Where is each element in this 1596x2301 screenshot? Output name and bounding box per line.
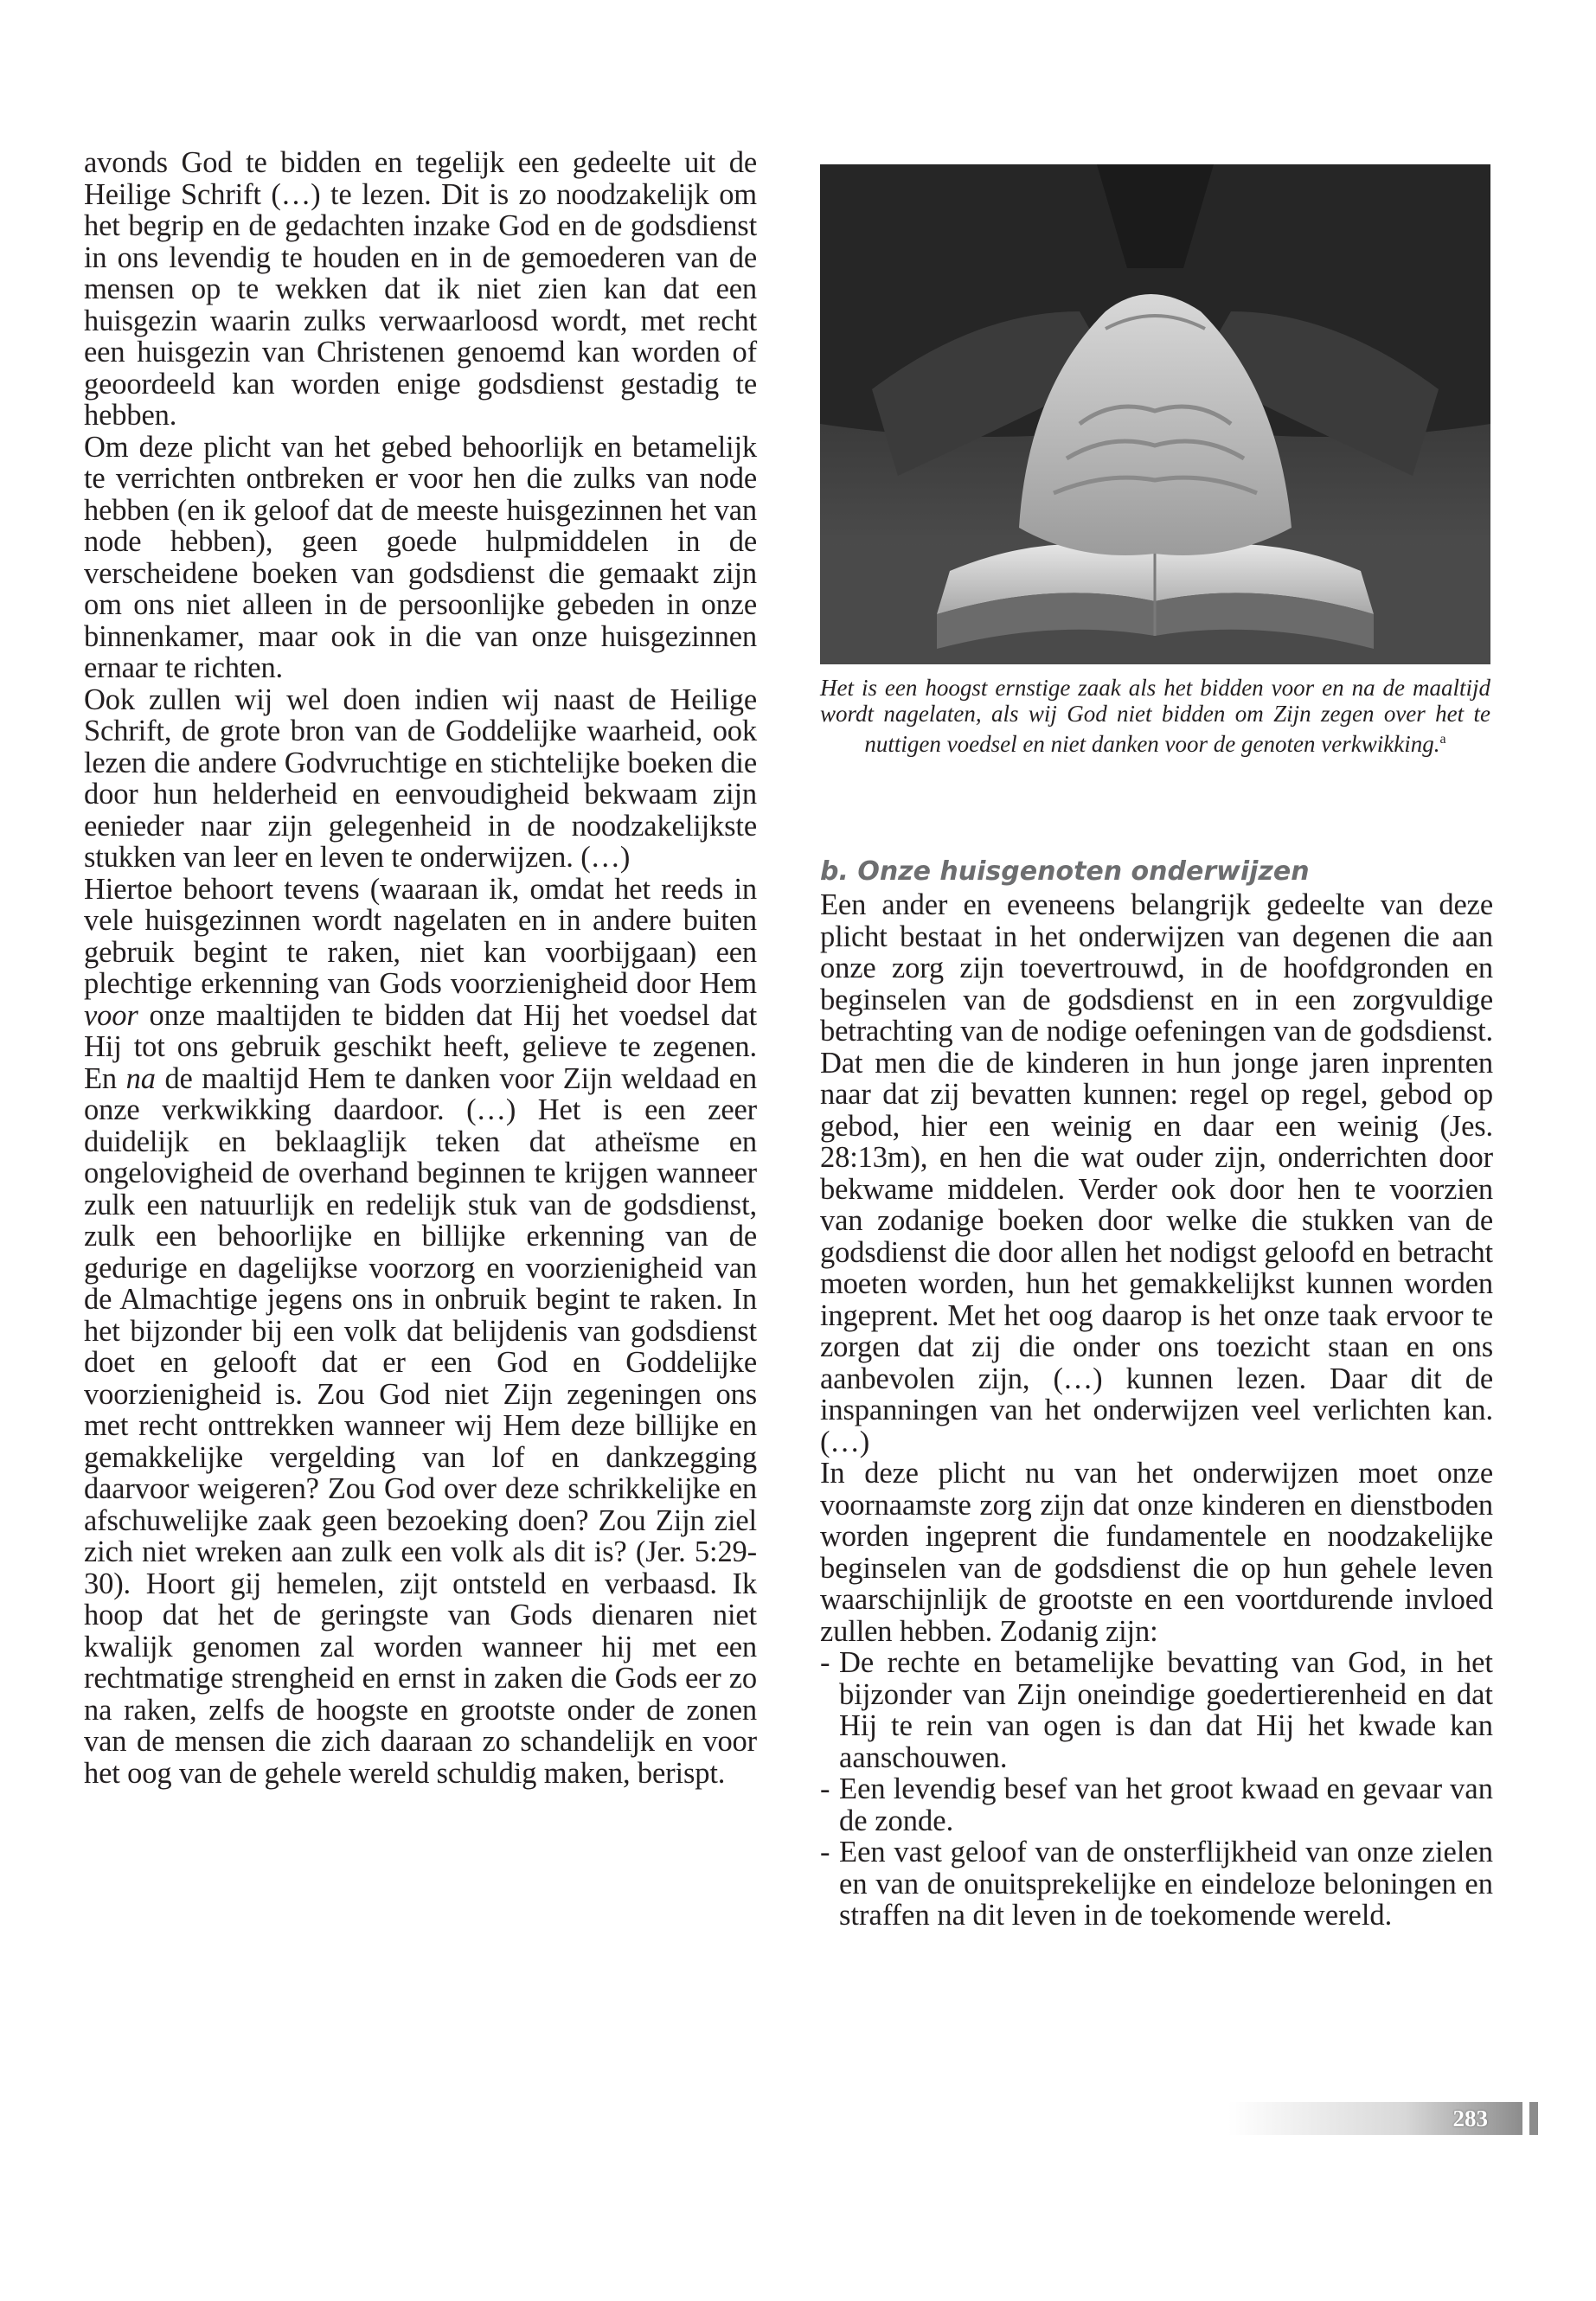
emphasis-na: na xyxy=(125,1061,156,1095)
text-run: onze maaltijden te bidden dat Hij het voedsel dat Hij tot ons gebruik geschikt heeft, gelieve te zegenen. En xyxy=(84,998,757,1095)
list-item xyxy=(820,1773,1493,1836)
body-paragraph: In deze plicht nu van het onderwijzen moet onze voornaamste zorg zijn dat onze kinderen en dienstboden worden ingeprent die fundamentele en noodzakelijke beginselen van de godsdienst die op hun gehele leven waarschijnlijk de grootste en een voortdurende invloed zullen hebben. Zodanig zijn: xyxy=(820,1457,1493,1648)
body-paragraph: Een ander en eveneens belangrijk gedeelte van deze plicht bestaat in het onderwijzen van degenen die aan onze zorg zijn toevertrouwd, in de hoofdgronden en beginselen van de godsdienst en in een zorgvuldige betrachting van de nodige oefeningen van de godsdienst. Dat men die de kinderen in hun jonge jaren inprenten naar dat zij bevatten kunnen: regel op regel, gebod op gebod, hier een weinig en daar een weinig (Jes. 28:13m), en hen die wat ouder zijn, onderrichten door bekwame middelen. Verder ook door hen te voorzien van zodanige boeken door welke die stukken van de godsdienst die door allen het nodigst geloofd en betracht moeten worden, hun het gemakkelijkst kunnen worden ingeprent. Met het oog daarop is het onze taak ervoor te zorgen dat zij die onder ons toezicht staan en ons aanbevolen zijn, (…) kunnen lezen. Daar dit de inspanningen van het onderwijzen veel verlichten kan. (…) xyxy=(820,888,1493,1458)
text-run: Hiertoe behoort tevens (waaraan ik, omdat het reeds in vele huisgezinnen wordt nagelaten en in andere buiten gebruik begint te raken, niet kan voorbijgaan) een plechtige erkenning van Gods voorzienigheid door Hem xyxy=(84,872,757,1000)
list-item xyxy=(820,1647,1493,1773)
caption-text: Het is een hoogst ernstige zaak als het bidden voor en na de maaltijd wordt nagelaten, als wij God niet bidden om Zijn zegen over het te nuttigen voedsel en niet danken voor de genoten verkwikking. xyxy=(820,675,1490,757)
list-dash: - xyxy=(820,1836,830,1868)
body-paragraph: avonds God te bidden en tegelijk een gedeelte uit de Heilige Schrift (…) te lezen. Dit is zo noodzakelijk om het begrip en de gedachten inzake God en de godsdienst in ons levendig te houden en in de gemoederen van de mensen op te wekken dat ik niet zien kan dat een huisgezin waarin zulks verwaarloosd wordt, met recht een huisgezin van Christenen genoemd kan worden of geoordeeld kan worden enige godsdienst gestadig te hebben. xyxy=(84,146,757,432)
emphasis-voor: voor xyxy=(84,998,138,1032)
page-edge-marker xyxy=(1529,2102,1538,2135)
page-number-bar xyxy=(1228,2102,1522,2135)
right-column xyxy=(820,856,1493,1932)
list-item xyxy=(820,1836,1493,1932)
page-number: 283 xyxy=(1452,2106,1488,2131)
list-dash: - xyxy=(820,1646,830,1679)
list-item-text: Een vast geloof van de onsterflijkheid van onze zielen en van de onuitsprekelijke en eindeloze beloningen en straffen na dit leven in de toekomende wereld. xyxy=(839,1836,1493,1932)
left-column xyxy=(84,147,757,1789)
footnote-marker: a xyxy=(1439,732,1446,747)
list-dash: - xyxy=(820,1772,830,1805)
body-paragraph: Ook zullen wij wel doen indien wij naast de Heilige Schrift, de grote bron van de Goddelijke waarheid, ook lezen die andere Godvruchtige en stichtelijke boeken die door hun helderheid en eenvoudigheid bekwaam zijn eenieder naar zijn gelegenheid in de noodzakelijkste stukken van leer en leven te onderwijzen. (…) xyxy=(84,683,757,874)
list-item-text: De rechte en betamelijke bevatting van God, in het bijzonder van Zijn oneindige goedertierenheid en dat Hij te rein van ogen is dan dat Hij het kwade kan aanschouwen. xyxy=(839,1646,1493,1774)
body-paragraph xyxy=(84,874,757,1790)
list-item-text: Een levendig besef van het groot kwaad en gevaar van de zonde. xyxy=(839,1772,1493,1837)
body-paragraph: Om deze plicht van het gebed behoorlijk en betamelijk te verrichten ontbreken er voor hen die zulks van node hebben (en ik geloof dat de meeste huisgezinnen het van node hebben), geen goede hulpmiddelen in de verscheidene boeken van godsdienst die gemaakt zijn om ons niet alleen in de persoonlijke gebeden in onze binnenkamer, maar ook in die van onze huisgezinnen ernaar te richten. xyxy=(84,430,757,684)
section-heading: b. Onze huisgenoten onderwijzen xyxy=(820,856,1310,887)
photo-caption xyxy=(820,675,1490,757)
dash-list xyxy=(820,1647,1493,1932)
text-run: de maaltijd Hem te danken voor Zijn weldaad en onze verkwikking daardoor. (…) Het is een zeer duidelijk en beklaaglijk teken dat atheïsme en ongelovigheid de overhand beginnen te krijgen wanneer zulk een natuurlijk en redelijk stuk van de godsdienst, zulk een behoorlijke en billijke erkenning van de gedurige en dagelijkse voorzorg en voorzienigheid van de Almachtige jegens ons in onbruik begint te raken. In het bijzonder bij een volk dat belijdenis van godsdienst doet en gelooft dat er een God en Goddelijke voorzienigheid is. Zou God niet Zijn zegeningen ons met recht onttrekken wanneer wij Hem deze billijke en gemakkelijke vergelding van lof en dankzegging daarvoor weigeren? Zou God over deze schrikkelijke en afschuwelijke zaak geen bezoeking doen? Zou Zijn ziel zich niet wreken aan zulk een volk als dit is? (Jer. 5:29-30). Hoort gij hemelen, zijt ontsteld en verbaasd. Ik hoop dat het de geringste van Gods dienaren niet kwalijk genomen zal worden wanneer hij met een rechtmatige strengheid en ernst in zaken die Gods eer zo na raken, zelfs de hoogste en grootste onder de zonen van de mensen die zich daaraan zo schandelijk en voor het oog van de gehele wereld schuldig maken, berispt. xyxy=(84,1061,758,1790)
praying-hands-image xyxy=(820,164,1490,664)
praying-hands-photo xyxy=(820,164,1490,664)
